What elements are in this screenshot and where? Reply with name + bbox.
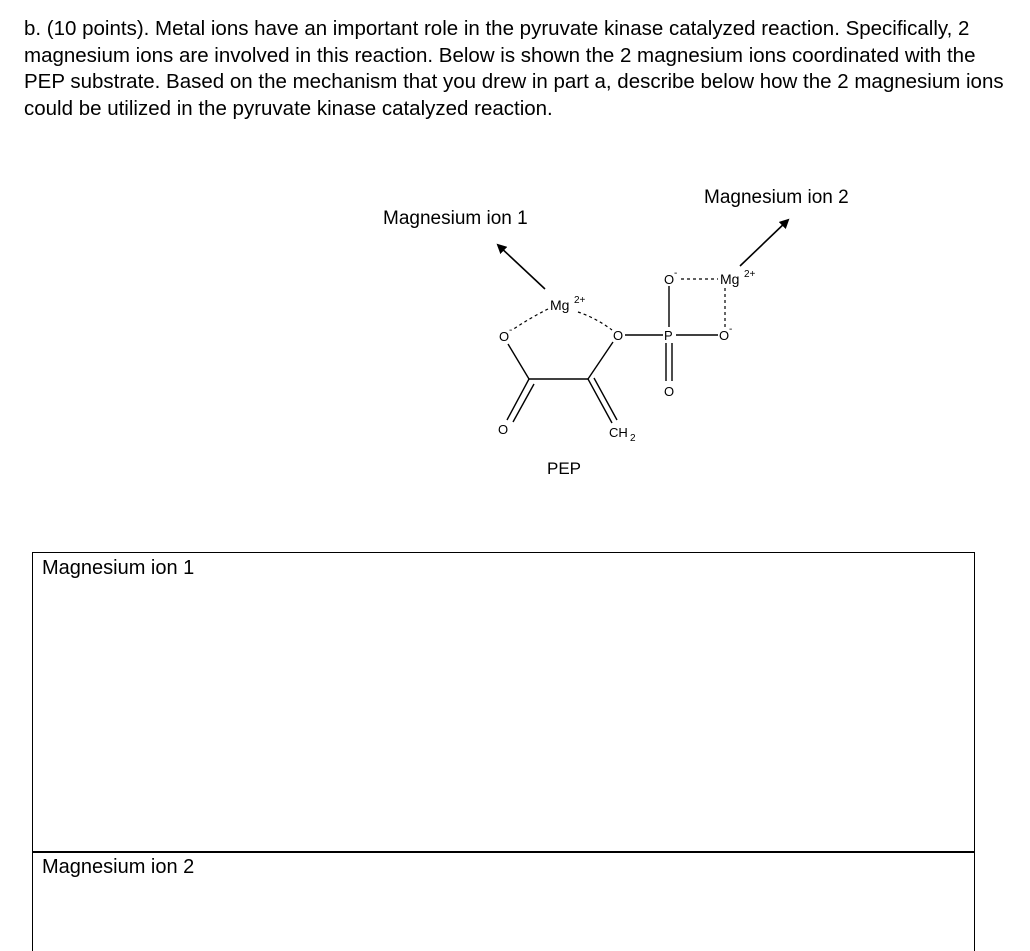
- mg-left-symbol: Mg: [550, 297, 570, 313]
- ch2-subscript: 2: [630, 433, 636, 444]
- answer-box-magnesium-ion-2[interactable]: [32, 851, 975, 951]
- bridge-oxygen: O: [613, 328, 624, 343]
- phosphorus: P: [664, 328, 673, 343]
- answer-box-1-label: Magnesium ion 1: [42, 557, 195, 579]
- mg-left-charge: 2+: [574, 295, 586, 306]
- phosphate-right-minus: -: [729, 324, 733, 335]
- mg-right-symbol: Mg: [720, 271, 740, 287]
- answer-box-2-label: Magnesium ion 2: [42, 856, 195, 878]
- phosphate-right-oxygen: O: [719, 328, 730, 343]
- coordination-bond-mg1-carboxylate: [512, 309, 548, 330]
- phosphate-bottom-oxygen: O: [664, 384, 675, 399]
- coordination-bond-mg1-bridge-oxygen: [578, 312, 612, 330]
- carbonyl-oxygen: O: [498, 422, 509, 437]
- bond-c2-ch2-b: [594, 378, 617, 420]
- magnesium-ion-1-label: Magnesium ion 1: [383, 208, 528, 229]
- carboxylate-minus: -: [509, 325, 513, 336]
- answer-box-magnesium-ion-1[interactable]: [32, 552, 975, 853]
- arrow-magnesium-ion-2: [740, 220, 788, 266]
- carboxylate-oxygen: O: [499, 329, 510, 344]
- arrow-magnesium-ion-1: [498, 245, 545, 289]
- magnesium-ion-2-label: Magnesium ion 2: [704, 187, 849, 208]
- phosphate-top-minus: -: [674, 268, 678, 279]
- ch2-group: CH: [609, 425, 628, 440]
- bond-c2-ch2-a: [588, 379, 612, 423]
- bond-c2-bridge-oxygen: [588, 342, 613, 379]
- phosphate-top-oxygen: O: [664, 272, 675, 287]
- bond-o-minus-c1: [508, 344, 529, 379]
- mg-right-charge: 2+: [744, 269, 756, 280]
- pep-label: PEP: [547, 459, 582, 478]
- question-text: b. (10 points). Metal ions have an important role in the pyruvate kinase catalyzed reaction. Specifically, 2 magnesium ions are involved in this reaction. Below is shown the 2 magnesium ions coordinated with the PEP substrate. Based on the mechanism that you drew in part a, describe below how the 2 magnesium ions could be utilized in the pyruvate kinase catalyzed reaction.: [24, 17, 1004, 120]
